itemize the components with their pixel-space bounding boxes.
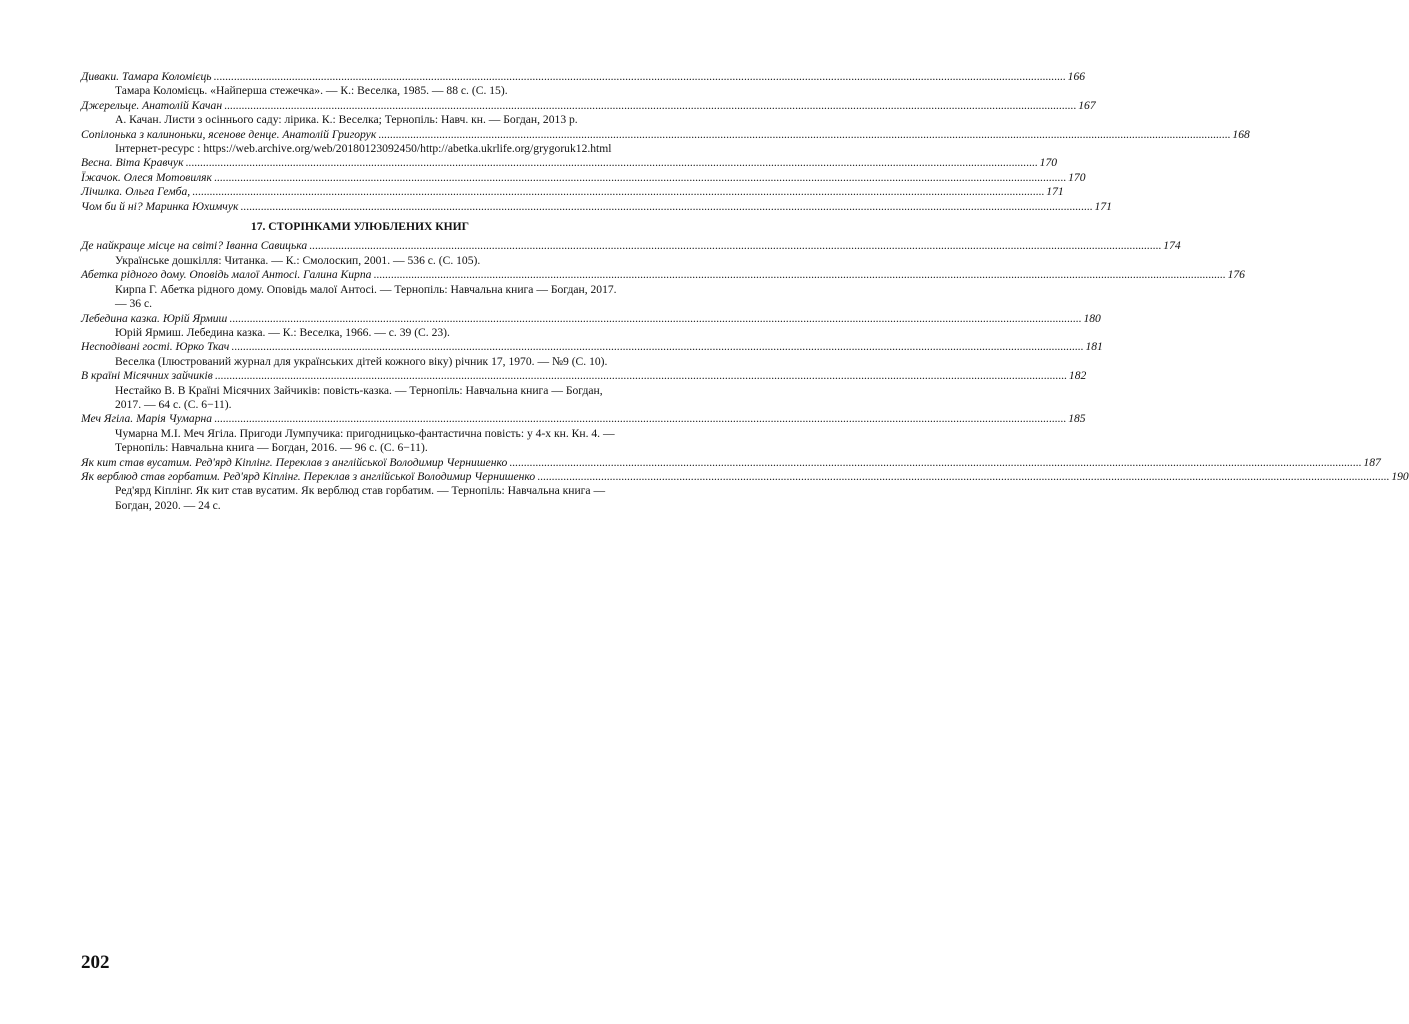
toc-entry-heading xyxy=(81,127,1250,142)
entry-page-number: 176 xyxy=(1227,268,1245,282)
toc-entry-heading xyxy=(81,239,1181,253)
toc-entry-heading xyxy=(81,170,1086,185)
entry-page-number: 187 xyxy=(1363,455,1381,469)
entry-title: Лічилка. Ольга Гемба, xyxy=(81,185,191,199)
toc-entry xyxy=(81,340,1103,369)
dot-leader xyxy=(371,268,1227,282)
entry-source: Ред'ярд Кіплінг. Як кит став вусатим. Як верблюд став горбатим. — Тернопіль: Навчальна книга — Богдан, 2020. — 24 с. xyxy=(115,484,606,512)
toc-entry-heading xyxy=(81,268,1245,282)
entry-title: Несподівані гості. Юрко Ткач xyxy=(81,340,230,354)
entry-source: Юрій Ярмиш. Лебедина казка. — К.: Веселка, 1966. — с. 39 (С. 23). xyxy=(115,325,450,339)
section-heading: 17. СТОРІНКАМИ УЛЮБЛЕНИХ КНИГ xyxy=(250,220,470,234)
dot-leader xyxy=(212,171,1068,185)
entry-source: А. Качан. Листи з осіннього саду: лірика. К.: Веселка; Тернопіль: Навч. кн. — Богдан, 2013 р. xyxy=(115,113,578,127)
toc-entry xyxy=(81,170,1086,185)
entry-page-number: 166 xyxy=(1067,70,1086,83)
toc-entry-heading xyxy=(81,185,1064,199)
entry-page-number: 171 xyxy=(1046,185,1064,199)
entry-title: Джерельце. Анатолій Качан xyxy=(81,98,223,112)
entry-page-number: 170 xyxy=(1068,170,1086,184)
entry-title: Диваки. Тамара Коломієць xyxy=(81,70,212,83)
dot-leader xyxy=(213,369,1069,383)
entry-source: Українське дошкілля: Читанка. — К.: Смолоскип, 2001. — 536 с. (С. 105). xyxy=(115,253,481,267)
entry-title: Чом би й ні? Маринка Юхимчук xyxy=(81,199,239,213)
entry-title: Де найкраще місце на світі? Іванна Савицька xyxy=(81,239,308,253)
toc-entry xyxy=(81,185,1064,199)
toc-entry-heading xyxy=(81,311,1101,326)
toc-entry-heading xyxy=(81,98,1096,113)
toc-entry-heading xyxy=(81,412,1086,426)
entry-page-number: 171 xyxy=(1094,199,1112,213)
toc-entry-heading xyxy=(81,340,1103,354)
dot-leader xyxy=(238,200,1094,214)
entry-source: Нестайко В. В Країні Місячних Зайчиків: повість-казка. — Тернопіль: Навчальна книга — Богдан, 2017. — 64 с. (С. 6−11). xyxy=(115,383,603,411)
toc-entry-heading xyxy=(81,156,1058,170)
dot-leader xyxy=(535,470,1391,484)
entry-title: Як верблюд став горбатим. Ред'ярд Кіплінг. Переклав з англійської Володимир Чернишенко xyxy=(81,469,536,483)
toc-entry xyxy=(81,239,1181,268)
toc-entry xyxy=(81,455,1381,470)
toc-entry-heading xyxy=(81,455,1381,470)
page-number: 202 xyxy=(81,952,110,973)
dot-leader xyxy=(376,128,1232,142)
toc-entry-heading xyxy=(81,369,1087,383)
toc-entry xyxy=(81,369,1087,412)
dot-leader xyxy=(507,456,1363,470)
entry-page-number: 168 xyxy=(1232,127,1250,141)
entry-source: Чумарна М.І. Меч Ягіла. Пригоди Лумпучика: пригодницько-фантастична повість: у 4-х кн. Кн. 4. — Тернопіль: Навчальна книга — Богдан, 2016. — 96 с. (С. 6−11). xyxy=(115,426,615,455)
toc-entry xyxy=(81,311,1101,341)
entry-source: Веселка (Ілюстрований журнал для українських дітей кожного віку) річник 17, 1970. — №9 (С. 10). xyxy=(115,354,608,368)
toc-entry xyxy=(81,199,1112,214)
entry-title: Весна. Віта Кравчук xyxy=(81,156,184,170)
entry-source: Тамара Коломієць. «Найперша стежечка». — К.: Веселка, 1985. — 88 с. (С. 15). xyxy=(115,84,508,98)
entry-title: Сопілонька з калиноньки, ясенове денце. Анатолій Григорук xyxy=(81,127,377,141)
entry-title: Абетка рідного дому. Оповідь малої Антосі. Галина Кирпа xyxy=(81,268,372,282)
table-of-contents xyxy=(81,70,1409,513)
entry-source: Інтернет-ресурс : https://web.archive.org/web/20180123092450/http://abetka.ukrlife.org/grygoruk12.html xyxy=(115,142,612,156)
dot-leader xyxy=(184,156,1040,170)
dot-leader xyxy=(190,185,1046,199)
entry-source: Кирпа Г. Абетка рідного дому. Оповідь малої Антосі. — Тернопіль: Навчальна книга — Богдан, 2017. — 36 с. xyxy=(115,282,617,311)
entry-page-number: 181 xyxy=(1085,340,1103,354)
entry-page-number: 185 xyxy=(1068,412,1086,426)
toc-entry xyxy=(81,70,1086,99)
dot-leader xyxy=(222,99,1078,113)
toc-entry-heading xyxy=(81,70,1086,84)
toc-entry-heading xyxy=(81,469,1409,484)
entry-page-number: 182 xyxy=(1068,369,1087,383)
entry-page-number: 167 xyxy=(1078,98,1096,112)
entry-title: Меч Ягіла. Марія Чумарна xyxy=(81,412,213,426)
entry-page-number: 180 xyxy=(1083,311,1101,325)
dot-leader xyxy=(212,70,1068,84)
toc-entry-heading xyxy=(81,199,1112,214)
dot-leader xyxy=(229,340,1085,354)
dot-leader xyxy=(227,312,1083,326)
toc-entry xyxy=(81,127,1250,157)
entry-page-number: 174 xyxy=(1163,239,1181,253)
toc-entry xyxy=(81,156,1058,170)
dot-leader xyxy=(307,239,1163,253)
entry-page-number: 190 xyxy=(1391,469,1409,483)
entry-title: В країні Місячних зайчиків xyxy=(81,369,213,383)
toc-entry xyxy=(81,412,1086,455)
entry-title: Як кит став вусатим. Ред'ярд Кіплінг. Переклав з англійської Володимир Чернишенко xyxy=(81,455,508,469)
entry-page-number: 170 xyxy=(1039,156,1058,170)
entry-title: Лебедина казка. Юрій Ярмиш xyxy=(81,311,228,325)
toc-entry xyxy=(81,469,1409,513)
toc-entry xyxy=(81,98,1096,128)
dot-leader xyxy=(212,412,1068,426)
toc-entry xyxy=(81,268,1245,311)
entry-title: Їжачок. Олеся Мотовиляк xyxy=(81,170,212,184)
